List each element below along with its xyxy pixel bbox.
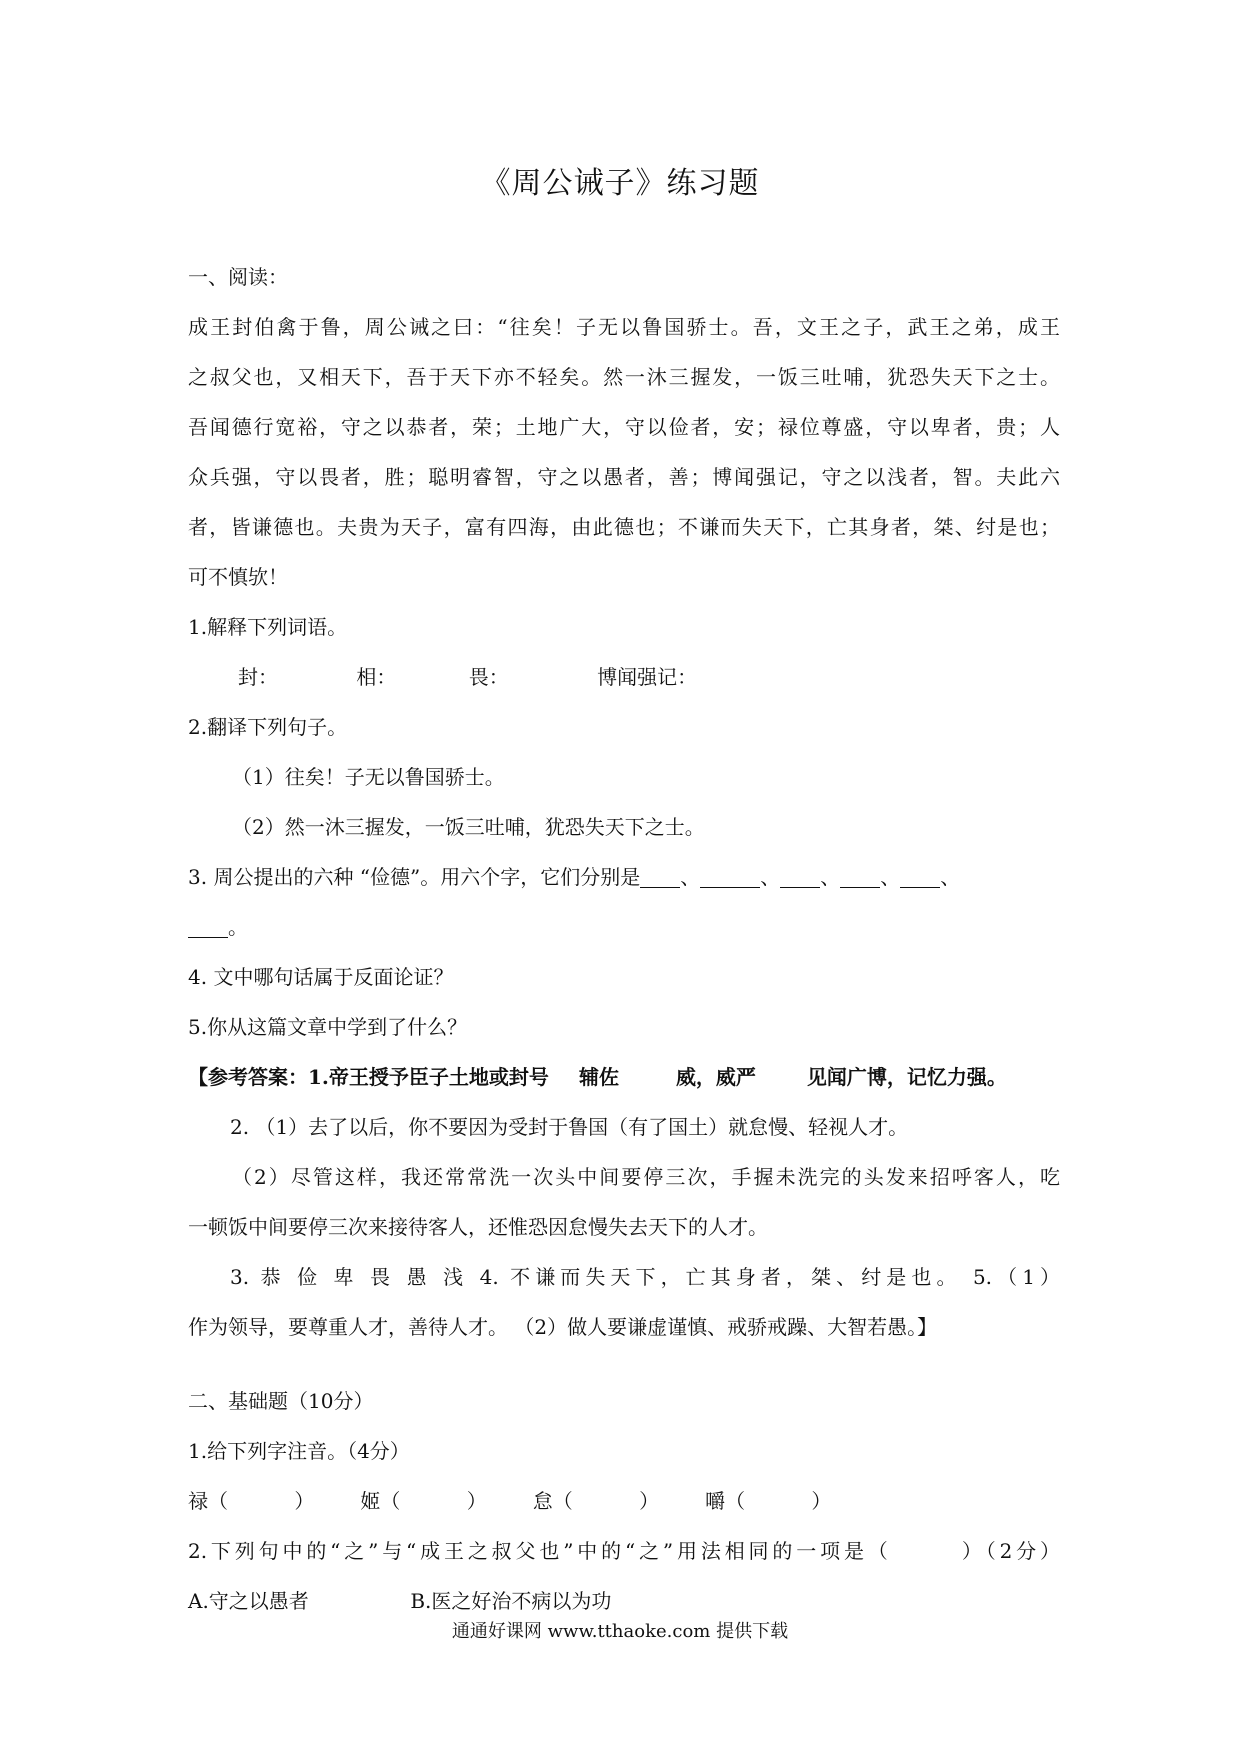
- question-3-continued: [188, 902, 1060, 952]
- answer-blank[interactable]: [900, 863, 940, 888]
- answer-text: 威，威严: [675, 1065, 756, 1089]
- answer-line: 作为领导，要尊重人才，善待人才。 （2）做人要谦虚谨慎、戒骄戒躁、大智若愚。】: [188, 1315, 938, 1339]
- question-1: 1.解释下列词语。: [188, 615, 348, 639]
- answer-key-label: 【参考答案：1.帝王授予臣子土地或封号: [188, 1065, 549, 1089]
- choice-option-a: A.守之以愚者: [188, 1589, 309, 1613]
- separator: 、: [940, 865, 961, 889]
- question-5: 5.你从这篇文章中学到了什么？: [188, 1015, 468, 1039]
- answer-blank[interactable]: [840, 863, 880, 888]
- passage-line: 可不慎欤！: [188, 565, 288, 589]
- question-4: 4. 文中哪句话属于反面论证？: [188, 965, 454, 989]
- answer-text: 见闻广博，记忆力强。: [806, 1065, 1007, 1089]
- passage-line: 众兵强，守以畏者，胜；聪明睿智，守之以愚者，善；博闻强记，守之以浅者，智。夫此六: [188, 465, 1060, 489]
- section-heading-reading: 一、阅读：: [188, 265, 288, 289]
- passage-line: 成王封伯禽于鲁，周公诫之曰：“往矣！子无以鲁国骄士。吾，文王之子，武王之弟，成王: [188, 315, 1060, 339]
- answer-blank[interactable]: [780, 863, 820, 888]
- page-title: 《周公诫子》练习题: [480, 166, 760, 201]
- term: 博闻强记：: [597, 665, 698, 689]
- pinyin-item: 禄（ ）: [188, 1489, 315, 1513]
- question-1-terms: [188, 652, 1060, 702]
- term: 畏：: [468, 665, 509, 689]
- passage-line: 者，皆谦德也。夫贵为天子，富有四海，由此德也；不谦而失天下，亡其身者，桀、纣是也；: [188, 515, 1060, 539]
- answer-line: （2）尽管这样，我还常常洗一次头中间要停三次，手握未洗完的头发来招呼客人，吃: [232, 1165, 1060, 1189]
- choice-option-b: B.医之好治不病以为功: [410, 1589, 612, 1613]
- answer-text: 辅佐: [578, 1065, 619, 1089]
- passage-line: 吾闻德行宽裕，守之以恭者，荣；土地广大，守以俭者，安；禄位尊盛，守以卑者，贵；人: [188, 415, 1060, 439]
- separator: 、: [680, 865, 701, 889]
- page-footer: 通通好课网 www.tthaoke.com 提供下载: [451, 1621, 789, 1642]
- pinyin-item: 姬（ ）: [360, 1489, 487, 1513]
- answer-blank[interactable]: [640, 863, 680, 888]
- period: 。: [228, 915, 248, 939]
- pinyin-item: 嚼（ ）: [705, 1489, 832, 1513]
- answer-line: 3. 恭 俭 卑 畏 愚 浅 4. 不谦而失天下，亡其身者，桀、纣是也。 5.（1）: [230, 1265, 1060, 1289]
- answer-line: 2. （1）去了以后，你不要因为受封于鲁国（有了国土）就怠慢、轻视人才。: [230, 1115, 909, 1139]
- section-heading-basics: 二、基础题（10分）: [188, 1389, 374, 1413]
- question-2-item: （2）然一沐三握发，一饭三吐哺，犹恐失天下之士。: [232, 815, 705, 839]
- question-3: [188, 852, 1060, 902]
- separator: 、: [760, 865, 781, 889]
- answer-blank[interactable]: [700, 863, 760, 888]
- term: 封：: [238, 665, 278, 689]
- spacer: [188, 1352, 1060, 1376]
- question-basic-1: 1.给下列字注音。（4分）: [188, 1439, 410, 1463]
- pinyin-items: [188, 1476, 1060, 1526]
- term: 相：: [356, 665, 397, 689]
- separator: 、: [820, 865, 841, 889]
- document-body: [188, 252, 1060, 1626]
- pinyin-item: 怠（ ）: [532, 1489, 660, 1513]
- question-basic-2: 2.下列句中的“之”与“成王之叔父也”中的“之”用法相同的一项是（ ）（2分）: [188, 1539, 1060, 1563]
- answer-line: 一顿饭中间要停三次来接待客人，还惟恐因怠慢失去天下的人才。: [188, 1215, 768, 1239]
- question-2-item: （1）往矣！子无以鲁国骄士。: [232, 765, 505, 789]
- question-3-text: 3. 周公提出的六种 “俭德”。用六个字，它们分别是: [188, 865, 641, 889]
- answer-key-line: [188, 1052, 1060, 1102]
- passage-line: 之叔父也，又相天下，吾于天下亦不轻矣。然一沐三握发，一饭三吐哺，犹恐失天下之士。: [188, 365, 1060, 389]
- separator: 、: [880, 865, 901, 889]
- answer-blank[interactable]: [188, 913, 228, 938]
- question-2: 2.翻译下列句子。: [188, 715, 348, 739]
